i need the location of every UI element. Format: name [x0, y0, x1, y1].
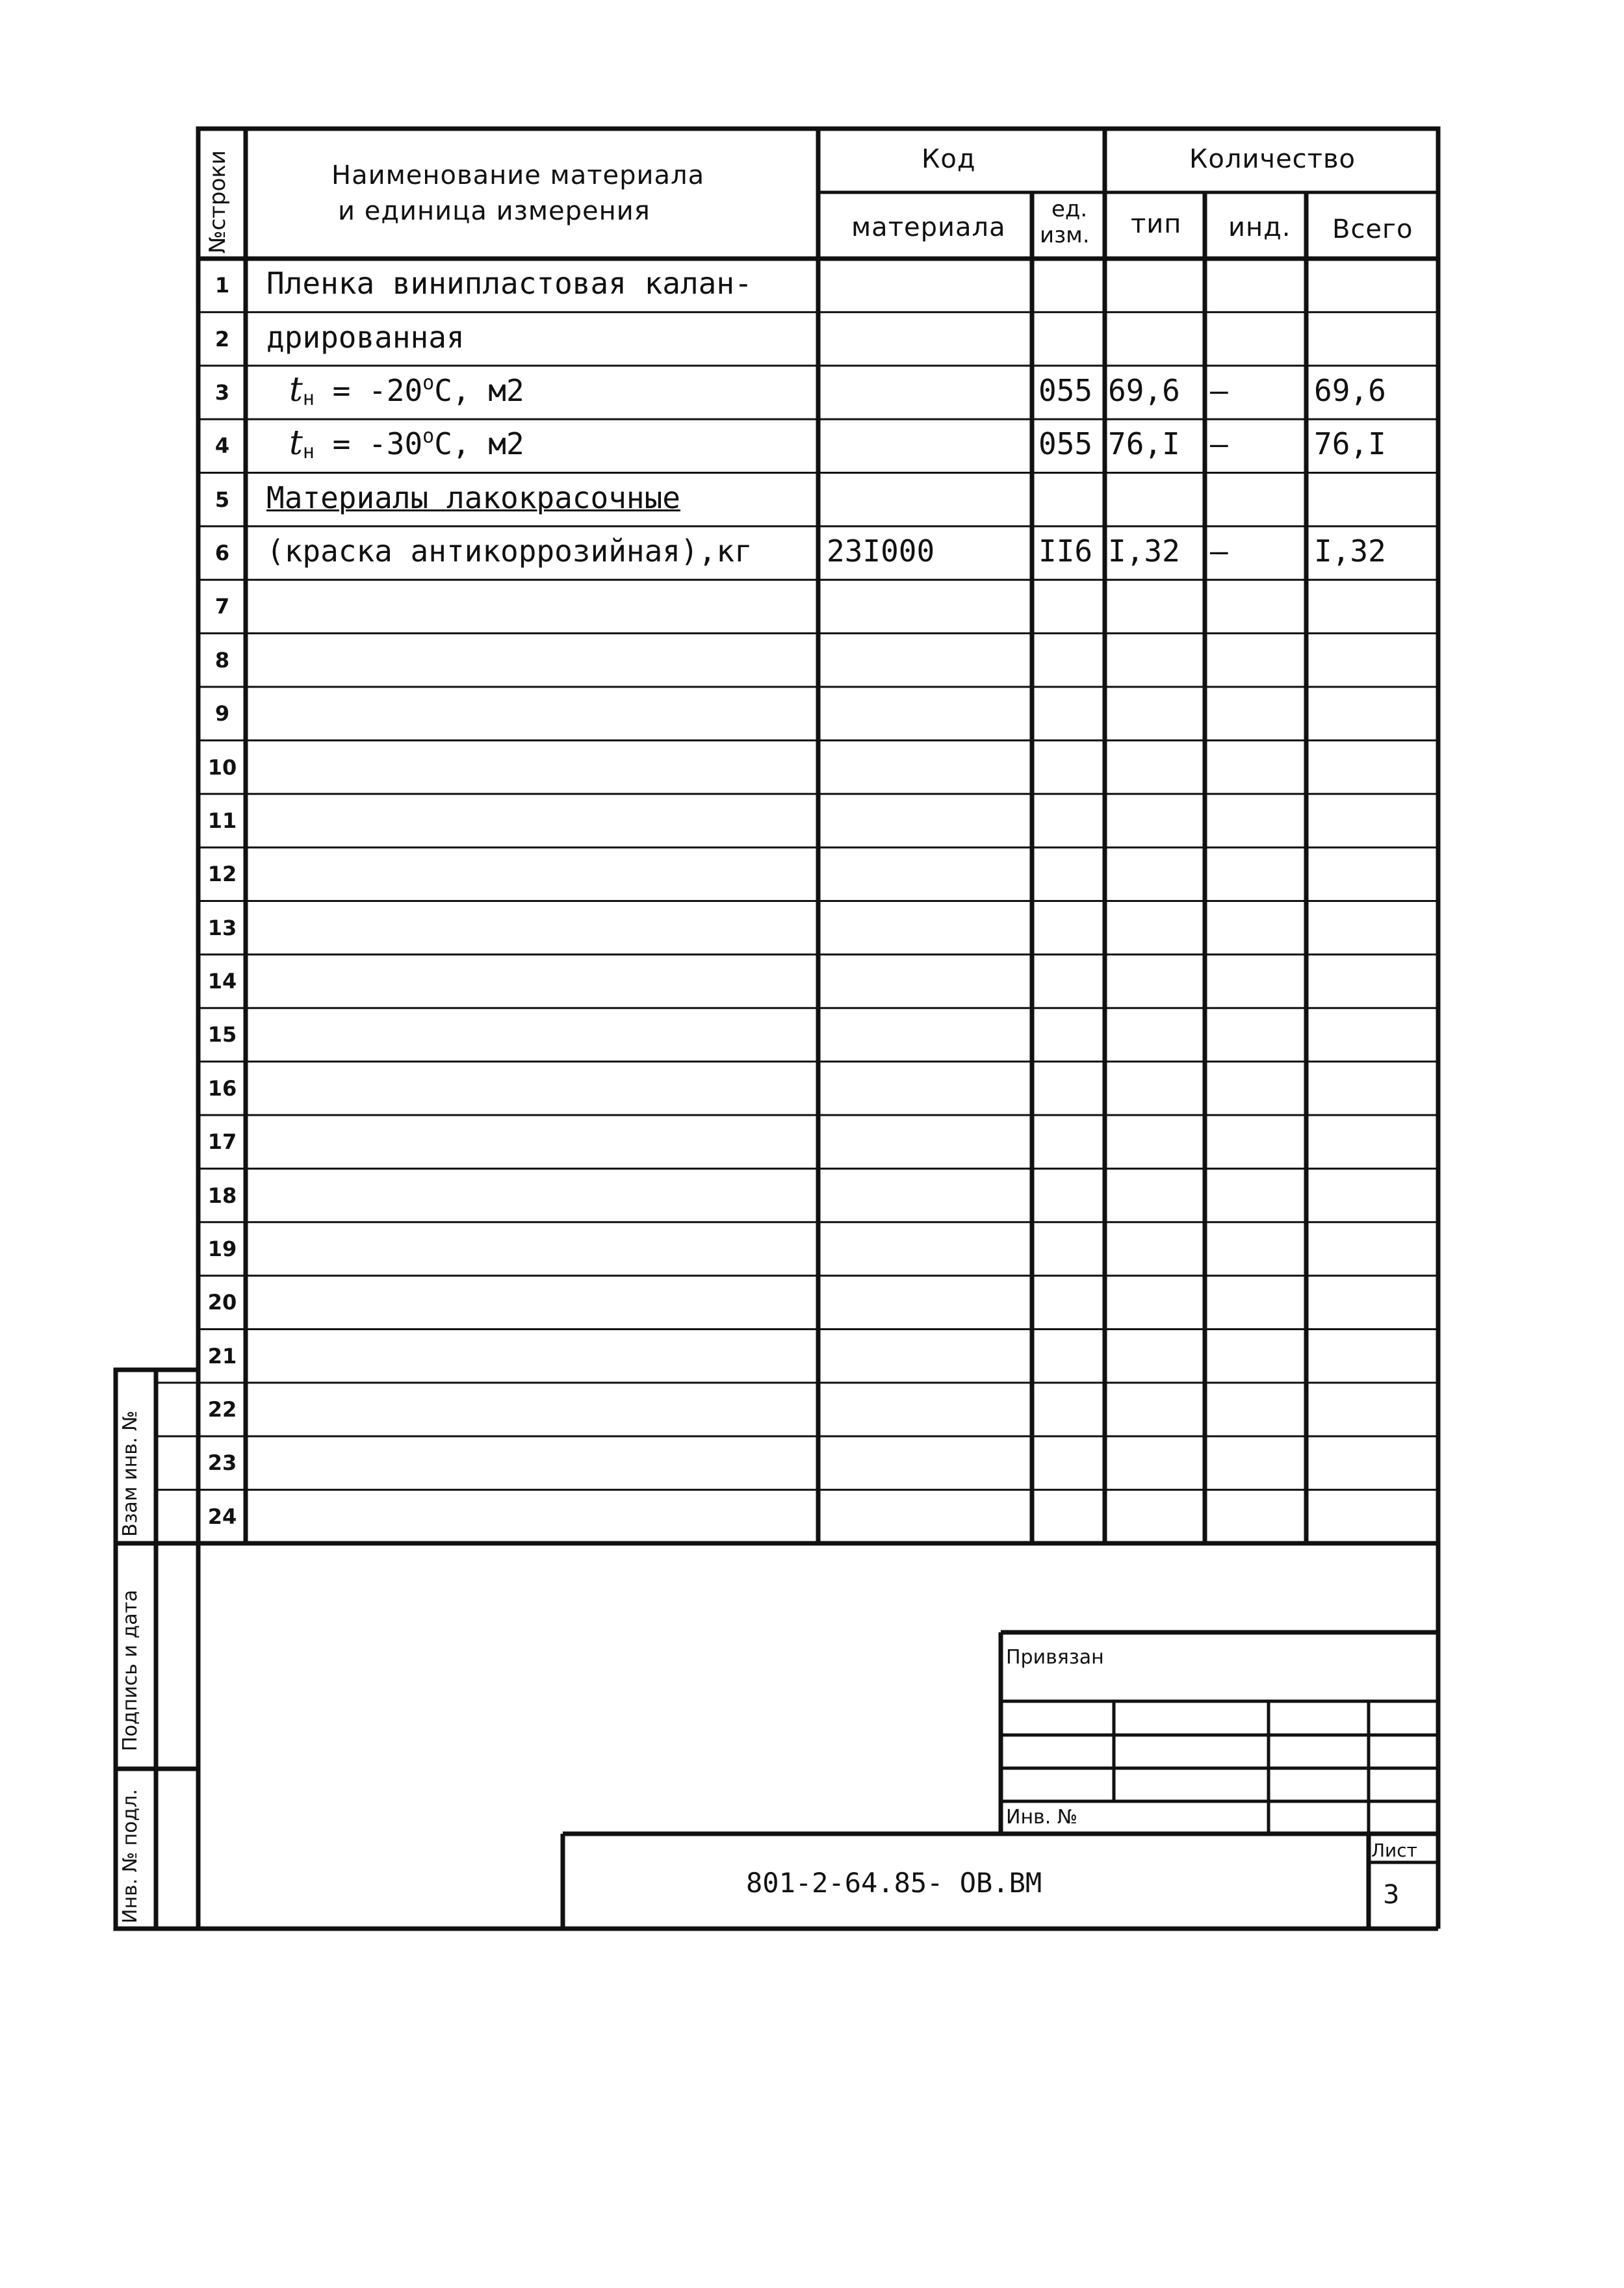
row-number: 3	[214, 379, 230, 405]
name-part-post: С, м2	[434, 372, 524, 408]
table-row	[0, 1168, 1624, 1222]
row-number: 22	[207, 1397, 237, 1422]
row-number-header: №строки	[205, 150, 231, 253]
table-row	[0, 1062, 1624, 1115]
qty-total: I,32	[1314, 533, 1386, 569]
table-row	[0, 740, 1624, 793]
document-code: 801-2-64.85- ОВ.ВМ	[746, 1867, 1042, 1899]
table-row	[0, 1008, 1624, 1061]
unit-header-line1: ед.	[1051, 196, 1088, 222]
quantity-header: Количество	[1189, 144, 1356, 174]
name-part-sub: н	[302, 387, 315, 410]
name-part-sym: t	[289, 370, 303, 409]
table-row	[0, 473, 1624, 526]
material-name: (краска антикоррозийная),кг	[266, 533, 753, 569]
name-part-sup: o	[422, 371, 435, 394]
qty-type: 69,6	[1108, 372, 1180, 408]
row-number: 6	[214, 541, 230, 566]
table-row	[0, 1222, 1624, 1276]
row-number: 4	[214, 433, 230, 459]
table-row	[0, 580, 1624, 633]
table-row	[0, 687, 1624, 740]
qty-type: I,32	[1108, 533, 1180, 569]
row-number: 13	[207, 915, 237, 940]
name-part-sub: н	[302, 441, 315, 464]
table-row	[0, 526, 1624, 580]
material-name: дрированная	[266, 319, 465, 355]
row-number: 15	[207, 1022, 237, 1048]
table-row	[0, 1383, 1624, 1436]
qty-ind: –	[1210, 426, 1228, 462]
unit-header-line2: изм.	[1040, 222, 1090, 248]
row-number: 7	[214, 594, 230, 619]
type-header: тип	[1131, 209, 1182, 239]
name-part-pre: = -30	[314, 426, 423, 462]
row-number: 24	[207, 1504, 237, 1529]
privyazan-label: Привязан	[1006, 1646, 1104, 1669]
inv-podl-label: Инв. № подл.	[119, 1789, 142, 1923]
row-number: 1	[214, 273, 230, 298]
signature-date-label: Подпись и дата	[119, 1589, 142, 1751]
unit-code: 055	[1038, 372, 1093, 408]
row-number: 17	[207, 1129, 237, 1155]
material-name	[289, 370, 524, 410]
table-row	[0, 419, 1624, 472]
name-header-line1: Наименование материала	[331, 161, 705, 190]
unit-code: 055	[1038, 426, 1093, 462]
unit-code: II6	[1038, 533, 1093, 569]
row-number: 11	[207, 808, 237, 833]
qty-total: 69,6	[1314, 372, 1386, 408]
qty-ind: –	[1210, 372, 1228, 408]
row-number: 19	[207, 1236, 237, 1261]
row-number: 23	[207, 1450, 237, 1476]
row-number: 18	[207, 1183, 237, 1208]
table-row	[0, 1276, 1624, 1329]
row-number: 2	[214, 326, 230, 352]
table-row	[0, 955, 1624, 1008]
table-row	[0, 1115, 1624, 1168]
table-row	[0, 847, 1624, 901]
row-number: 10	[207, 754, 237, 780]
table-row	[0, 634, 1624, 687]
material-code: 23I000	[827, 533, 935, 569]
material-name	[289, 426, 524, 462]
table-row	[0, 312, 1624, 365]
qty-ind: –	[1210, 533, 1228, 569]
material-name: Материалы лакокрасочные	[266, 480, 680, 515]
row-number: 5	[214, 487, 230, 512]
inv-no-label: Инв. №	[1006, 1806, 1078, 1829]
vzam-inv-label: Взам инв. №	[119, 1410, 142, 1537]
table-row	[0, 366, 1624, 419]
row-number: 8	[214, 647, 230, 673]
total-header: Всего	[1332, 214, 1413, 244]
name-part-sup: o	[422, 425, 435, 448]
table-row	[0, 1330, 1624, 1383]
table-row	[0, 794, 1624, 847]
row-number: 20	[207, 1290, 237, 1315]
table-row	[0, 1490, 1624, 1543]
material-name: Пленка винипластовая калан-	[266, 266, 753, 302]
qty-type: 76,I	[1108, 426, 1180, 462]
name-part-post: С, м2	[434, 426, 524, 462]
row-number: 12	[207, 862, 237, 887]
material-header: материала	[851, 212, 1006, 242]
ind-header: инд.	[1228, 212, 1291, 242]
table-row	[0, 901, 1624, 955]
row-number: 14	[207, 969, 237, 994]
name-part-sym: t	[289, 424, 303, 463]
qty-total: 76,I	[1314, 426, 1386, 462]
table-row	[0, 259, 1624, 312]
sheet-label: Лист	[1371, 1840, 1417, 1861]
sheet-number: 3	[1383, 1880, 1400, 1910]
name-header-line2: и единица измерения	[338, 196, 651, 226]
row-number: 16	[207, 1075, 237, 1101]
code-header: Код	[922, 144, 976, 174]
table-row	[0, 1436, 1624, 1489]
name-part-pre: = -20	[314, 372, 423, 408]
row-number: 9	[214, 701, 230, 726]
row-number: 21	[207, 1343, 237, 1369]
